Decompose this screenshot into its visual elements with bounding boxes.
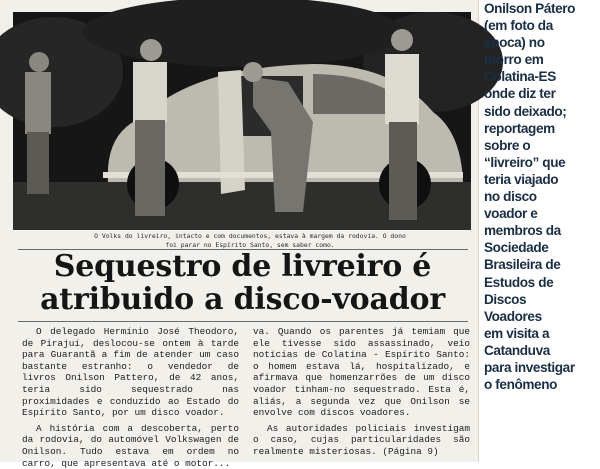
sidebar-line: Voadores (484, 308, 542, 324)
sidebar-line: morro em (484, 52, 544, 68)
body-column-right (253, 326, 470, 462)
body-column-left (22, 326, 239, 469)
sidebar-line: para investigar (484, 359, 575, 375)
sidebar-line: onde diz ter (484, 86, 556, 102)
headline-line: atribuido a disco-voador (40, 282, 445, 317)
body-paragraph: As autoridades policiais investigam o caso, cujas particularidades são realmente misteriosas. (Página 9) (253, 422, 470, 457)
car-photo (13, 12, 471, 230)
body-paragraph: A história com a descoberta, perto da rodovia, do automóvel Volkswagen de Onilson. Tudo estava em ordem no carro, que apresentava até o motor... (22, 422, 239, 469)
caption-line: foi parar no Espírito Santo, sem saber como. (165, 240, 335, 249)
article-headline (20, 250, 465, 316)
sidebar-caption (484, 0, 596, 393)
article-body (22, 326, 470, 469)
sidebar-line: em visita a (484, 325, 550, 341)
sidebar-line: Brasileira de (484, 257, 561, 273)
sidebar-line: no disco (484, 189, 537, 205)
sidebar-line: “livreiro” que (484, 154, 566, 170)
sidebar-line: (em foto da (484, 18, 553, 34)
sidebar-line: Catanduva (484, 342, 550, 358)
sidebar-line: sido deixado; (484, 103, 567, 119)
sidebar-line: Onilson Pátero (484, 1, 576, 16)
sidebar-line: época) no (484, 35, 545, 51)
sidebar-line: Discos (484, 291, 527, 307)
headline-line: Sequestro de livreiro é (53, 249, 432, 284)
caption-line: O Volks do livreiro, intacto e com documentos, estava à margem da rodovia. O dono (94, 232, 406, 240)
body-paragraph: va. Quando os parentes já temiam que ele tivesse sido assassinado, veio notícias de Colatina - Espírito Santo: o homem estava lá, hospitalizado, e afirmava que homenzarrões de um disco voador tinham-no sequestrado. Esta é, aliás, a segunda vez que Onilson se envolve com discos voadores. (253, 326, 470, 419)
sidebar-line: Estudos de (484, 274, 554, 290)
sidebar-line: membros da (484, 223, 561, 239)
sidebar-line: sobre o (484, 137, 531, 153)
sidebar-line: teria viajado (484, 171, 559, 187)
sidebar-line: voador e (484, 206, 538, 222)
sidebar-line: reportagem (484, 120, 555, 136)
car-scene-illustration (13, 12, 471, 230)
sidebar-line: Sociedade (484, 240, 549, 256)
body-paragraph: O delegado Hermínio José Theodoro, de Pirajuí, deslocou-se ontem à tarde para Guarantã a fim de atender um caso bastante estranho: o vendedor de livros Onilson Pattero, de 42 anos, teria sido sequestrado nas proximidades e conduzido ao Estado do Espírito Santo, por um disco voador. (22, 326, 239, 419)
sidebar-line: Colatina-ES (484, 69, 556, 85)
sidebar-line: o fenômeno (484, 377, 558, 393)
photo-caption (40, 232, 460, 249)
divider (18, 321, 468, 322)
